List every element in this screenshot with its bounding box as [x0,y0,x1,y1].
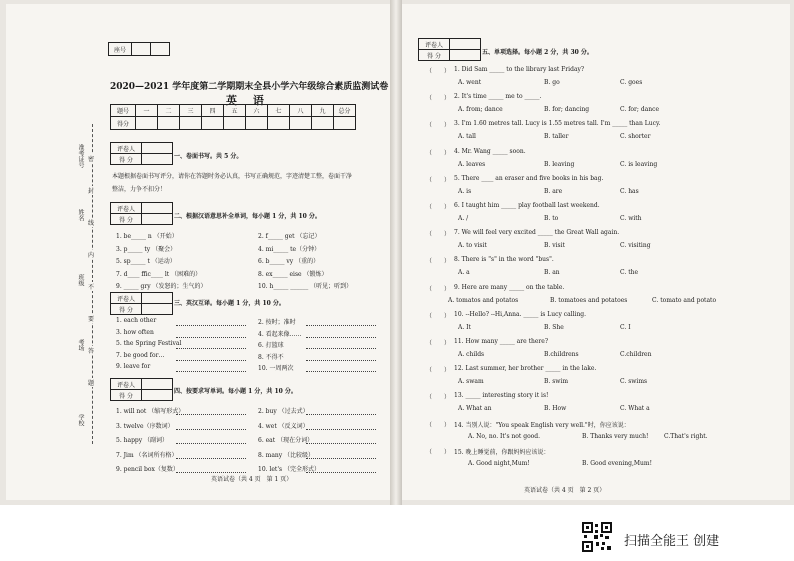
answer-option: B. taller [544,133,569,141]
question-text: 4. Mr. Wang _____ soon. [454,147,526,155]
answer-paren: （ ） [426,149,451,157]
label-name: 姓名 [77,209,84,221]
score-cell [290,117,312,130]
grader-box-5 [418,38,481,61]
question-text: 15. 晚上睡觉前，你跟妈妈应该说： [454,448,550,456]
score-cell [334,117,356,130]
answer-paren: （ ） [426,448,451,456]
score-cell [136,117,158,130]
s4_items-item: 10. let's （完全形式） [258,466,320,473]
answer-line [176,337,246,338]
answer-option: B. leaving [544,160,575,168]
seat-label: 座号 [109,43,132,56]
answer-option: C. goes [620,79,643,86]
answer-line [306,337,376,338]
question-text: 8. There is "s" in the word "bus". [454,256,554,264]
s4_items-item: 1. will not （缩写形式） [116,408,185,415]
answer-option: B. tomatoes and potatoes [550,296,628,304]
subject-title: 英 语 [226,94,270,107]
answer-line [176,371,246,372]
score-cell [158,117,180,130]
answer-paren: （ ） [426,95,451,103]
answer-option: B. an [544,269,560,277]
answer-line [176,429,246,430]
s3_items-item: 5. the Spring Festival [116,340,182,347]
s2_items-item: 3. p_____ ty （聚会） [116,245,177,253]
answer-option: C. I [620,323,631,331]
grader-box-4 [110,378,173,401]
s4_items-item: 8. many （比较级） [258,451,315,459]
s3_items-item: 1. each other [116,317,157,324]
answer-paren: （ ） [426,68,451,75]
score-header-cell: 七 [268,105,290,117]
answer-paren: （ ） [426,122,451,130]
grader-label: 评卷人 [419,39,450,50]
answer-option: B. swim [544,378,569,386]
answer-paren: （ ） [426,367,451,375]
score-label: 得 分 [111,304,142,315]
answer-option: C.That's right. [664,432,708,440]
question-text: 11. How many _____ are there? [454,338,549,345]
answer-option: C. for; dance [620,106,660,114]
answer-option: C.children [620,351,652,358]
question-text: 13. _____ interesting story it is! [454,392,549,400]
answer-line [306,443,376,444]
s2_items-item: 8. ex_____ eise （锻炼） [258,270,328,278]
label-school: 学校 [77,414,84,426]
score-cell [202,117,224,130]
s2_items-item: 9. _____ gry （发怒的；生气的） [116,283,207,290]
label-room: 考场 [77,339,84,351]
answer-paren: （ ） [426,285,451,293]
grader-label: 评卷人 [111,203,142,214]
answer-option: A. No, no. It's not good. [468,432,541,440]
s4_items-item: 7. Jim （名词所有格） [116,451,178,459]
seal-char: 封 [88,188,95,195]
score-header-cell: 九 [312,105,334,117]
s4_items-item: 5. happy （副词） [116,437,169,444]
answer-option: A. childs [458,351,485,358]
answer-line [176,458,246,459]
seal-char: 线 [88,220,95,227]
s2_items-item: 7. d____ ffic____ lt （困难的） [116,270,202,278]
section2-title: 二、根据汉语意思补全单词，每小题 1 分，共 10 分。 [174,213,321,220]
s2_items-item: 10. h_____ ______ （听见；听到） [258,283,353,290]
answer-line [306,348,376,349]
answer-paren: （ ） [426,176,451,184]
s3_items-item: 4. 看起来像…… [258,330,302,338]
question-text: 9. Here are many _____ on the table. [454,283,565,291]
s3_items-item: 8. 不得不 [258,353,284,361]
score-label: 得 分 [111,154,142,165]
score-cell [246,117,268,130]
answer-option: B. to [544,215,559,222]
answer-line [306,325,376,326]
seal-char: 答 [88,348,95,355]
answer-option: A. is [458,187,472,195]
answer-option: A. went [458,79,482,86]
answer-option: A. It [458,323,471,331]
answer-option: A. tomatos and potatos [448,296,519,304]
answer-line [306,414,376,415]
qr-code-icon [582,522,612,552]
answer-line [306,360,376,361]
page-footer: 英语试卷（共 4 页 第 2 页） [524,487,606,494]
answer-option: C. with [620,215,642,222]
score-label: 得 分 [419,50,450,61]
answer-option: C. has [620,187,639,195]
s2_items-item: 4. mi_____ te（分钟） [258,245,321,253]
answer-paren: （ ） [426,231,451,239]
answer-option: C. tomato and potato [652,296,717,304]
page-footer: 英语试卷（共 4 页 第 1 页） [211,476,293,483]
answer-paren: （ ） [426,340,451,347]
answer-option: A. What an [458,405,492,413]
book-spine [390,0,402,505]
answer-option: C. shorter [620,133,651,141]
answer-option: C. swims [620,378,648,386]
s3_items-item: 3. how often [116,328,154,336]
answer-option: B. visit [544,242,565,250]
section5-title: 五、单项选择。每小题 2 分，共 30 分。 [482,49,593,56]
answer-option: B. go [544,79,560,86]
answer-line [176,414,246,415]
seal-char: 不 [88,284,95,291]
answer-paren: （ ） [426,312,451,320]
s2_items-item: 1. be_____ n （开始） [116,233,178,240]
score-cell [312,117,334,130]
section3-title: 三、英汉互译。每小题 1 分，共 10 分。 [174,300,285,307]
answer-line [176,472,246,473]
question-text: 6. I taught him _____ play football last weekend. [454,202,600,209]
answer-option: B. She [544,323,564,331]
score-header-cell: 二 [158,105,180,117]
answer-option: B. Thanks very much! [582,432,649,440]
label-exam-number: 准考证号 [77,144,84,168]
s2_items-item: 5. sp_____ t （运动） [116,258,176,265]
grader-label: 评卷人 [111,379,142,390]
answer-paren: （ ） [426,421,451,429]
answer-line [306,472,376,473]
answer-option: B. are [544,187,563,195]
question-text: 14. 当别人说："You speak English very well."时，你应该说： [454,421,630,429]
question-text: 12. Last summer, her brother _____ in the lake. [454,365,597,373]
grader-box-3 [110,292,173,315]
answer-option: C. is leaving [620,160,658,168]
score-header-cell: 四 [202,105,224,117]
answer-option: B. Good evening,Mum! [582,459,652,467]
question-text: 5. There ____ an eraser and five books in his bag. [454,174,604,182]
grader-box-2 [110,202,173,225]
answer-option: B. for; dancing [544,106,590,114]
score-cell [180,117,202,130]
answer-line [306,371,376,372]
answer-option: A. to visit [458,242,487,250]
section4-title: 四、按要求写单词。每小题 1 分，共 10 分。 [174,388,297,395]
grader-box-1 [110,142,173,165]
score-label: 得 分 [111,390,142,401]
answer-line [176,348,246,349]
score-header-cell: 一 [136,105,158,117]
scanner-watermark: 扫描全能王 创建 [624,534,720,549]
question-text: 1. Did Sam _____ to the library last Friday? [454,66,585,73]
answer-option: A. swam [458,378,484,386]
answer-line [176,443,246,444]
question-text: 7. We will feel very excited _____ the Great Wall again. [454,229,620,237]
question-text: 3. I'm 1.60 metres tall. Lucy is 1.55 metres tall. I'm _____ than Lucy. [454,120,661,128]
section1-body: 本题根据卷面书写评分，请你在答题时务必认真，书写正确规范，字迹清楚工整，卷面干净 [112,173,353,180]
seal-char: 要 [88,316,95,323]
exam-page-1 [6,4,390,500]
s3_items-item: 6. 打篮球 [258,342,284,349]
s2_items-item: 2. f_____ get （忘记） [258,233,321,240]
seal-char: 题 [88,380,95,387]
section1-body-cont: 整洁，力争不扣分！ [112,186,167,193]
answer-line [306,429,376,430]
answer-option: A. Good night,Mum! [468,459,530,467]
answer-line [176,360,246,361]
score-header-cell: 题号 [111,105,136,117]
s3_items-item: 9. leave for [116,363,151,370]
s4_items-item: 6. eat （现在分词） [258,437,314,444]
answer-paren: （ ） [426,258,451,266]
section1-title: 一、卷面书写。共 5 分。 [174,153,243,160]
exam-title: 2020—2021 学年度第二学期期末全县小学六年级综合素质监测试卷 [110,82,389,92]
score-row-label: 得分 [111,117,136,130]
s3_items-item: 10. 一周两次 [258,365,294,372]
answer-option: A. / [458,215,469,222]
s4_items-item: 9. pencil box（复数） [116,466,179,473]
question-text: 2. It's time _____ me to _____. [454,93,542,101]
seat-number-box [108,42,170,56]
answer-option: C. visiting [620,242,651,250]
answer-option: A. from; dance [458,106,503,114]
score-cell [268,117,290,130]
score-summary-table [110,104,356,130]
grader-label: 评卷人 [111,143,142,154]
score-header-cell: 六 [246,105,268,117]
answer-option: C. the [620,269,639,277]
answer-option: B.childrens [544,351,579,358]
answer-option: A. tall [458,133,476,141]
answer-option: C. What a [620,405,650,413]
grader-label: 评卷人 [111,293,142,304]
s3_items-item: 7. be good for… [116,351,165,359]
answer-option: A. a [458,269,470,277]
answer-paren: （ ） [426,394,451,402]
score-header-cell: 八 [290,105,312,117]
answer-paren: （ ） [426,204,451,211]
s3_items-item: 2. 按时；准时 [258,319,296,326]
score-label: 得 分 [111,214,142,225]
s2_items-item: 6. b_____ vy （重的） [258,258,320,265]
answer-line [306,458,376,459]
s4_items-item: 3. twelve（序数词） [116,422,174,430]
exam-page-2 [402,4,790,500]
answer-option: A. leaves [458,160,486,168]
label-class: 班级 [77,274,84,286]
s4_items-item: 2. buy （过去式） [258,408,309,415]
score-header-cell: 总分 [334,105,356,117]
s4_items-item: 4. wet （反义词） [258,422,309,430]
question-text: 10. --Hello? --Hi,Anna. _____ is Lucy calling. [454,310,587,318]
score-cell [224,117,246,130]
answer-option: B. How [544,405,567,413]
answer-line [176,325,246,326]
score-header-cell: 五 [224,105,246,117]
score-header-cell: 三 [180,105,202,117]
seal-char: 密 [88,156,95,163]
seal-char: 内 [88,252,95,259]
